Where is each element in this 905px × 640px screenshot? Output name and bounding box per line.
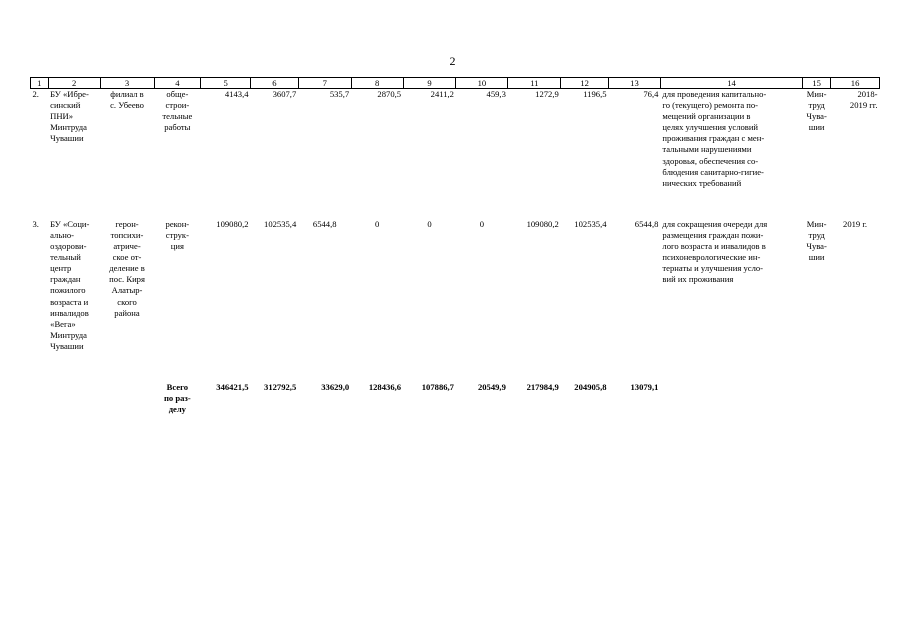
total-col-5: 346421,5 [216,381,249,392]
value-col-5: 109080,2 [216,218,249,229]
header-cell: 13 [609,78,661,89]
cell-line: вий их проживания [662,274,734,285]
total-label [154,382,201,415]
value-col-12: 102535,4 [574,218,607,229]
cell-line: инвалидов [50,307,89,318]
cell-line: нических требований [662,177,742,188]
cell-line: для сокращения очереди для [662,218,768,229]
purpose-text [660,219,802,352]
value-col-13: 76,4 [643,89,659,99]
cell-line: го (текущего) ремонта по- [662,100,759,111]
cell-line: пос. Киря [109,274,145,285]
cell-line: Чувашии [50,340,84,351]
total-col-6: 312792,5 [264,381,297,392]
value-col-12: 1196,5 [583,89,607,99]
total-col-13: 13079,1 [630,381,659,392]
cell-line: для проведения капитально- [662,89,767,99]
header-cell: 5 [201,78,251,89]
cell-line: атриче- [113,241,141,252]
spacer-row [31,189,880,219]
cell-line: тальными нарушениями [662,144,752,155]
total-row [31,382,880,415]
cell-line: «Вега» [50,318,76,329]
cell-line: рекон- [165,218,190,229]
investment-table [30,77,880,415]
total-col-10: 20549,9 [477,381,506,392]
cell-line: струк- [165,229,189,240]
header-cell: 6 [251,78,299,89]
cell-line: Алатыр- [111,285,143,296]
value-col-6: 3607,7 [272,89,297,99]
cell-line: центр [50,263,72,274]
value-col-9: 0 [427,218,432,229]
cell-line: строи- [165,100,190,111]
cell-line: Минтруда [50,329,87,340]
total-col-7: 33629,0 [321,381,350,392]
header-cell: 8 [351,78,403,89]
row-number: 3. [32,218,39,229]
cell-line: филиал в [110,89,144,99]
value-col-7: 535,7 [329,89,350,99]
table-row [31,89,880,189]
cell-line: ского [117,296,137,307]
cell-line: труд [808,100,825,111]
value-col-8: 0 [374,218,380,229]
cell-line: синский [50,100,81,111]
total-col-8: 128436,6 [368,381,402,392]
cell-line: мещений организации в [662,111,751,122]
value-col-7: 6544,8 [312,218,337,229]
location [100,89,154,189]
cell-line: Чува- [806,111,827,122]
value-col-9: 2411,2 [430,89,454,99]
spacer-row [31,352,880,382]
header-cell: 1 [31,78,49,89]
cell-line: ально- [50,229,74,240]
value-col-11: 109080,2 [526,218,559,229]
page-number: 2 [449,54,456,68]
location [100,219,154,352]
cell-line: Мин- [806,89,827,99]
cell-line: 2019 г. [843,218,868,229]
cell-line: по раз- [163,393,191,404]
cell-line: размещения граждан пожи- [662,229,764,240]
row-number: 2. [32,89,39,99]
total-col-11: 217984,9 [526,381,559,392]
header-cell: 12 [561,78,609,89]
cell-line: делу [168,404,186,415]
cell-line: обще- [166,89,189,99]
cell-line: ция [170,241,184,252]
header-cell: 16 [831,78,880,89]
cell-line: ское от- [112,252,142,263]
header-cell: 15 [803,78,831,89]
institution-name [48,219,100,352]
header-cell: 2 [48,78,100,89]
cell-line: труд [808,229,825,240]
cell-line: района [114,307,140,318]
cell-line: 2018- [857,89,878,99]
cell-line: лого возраста и инвалидов в [662,241,766,252]
cell-line: герон- [115,218,139,229]
value-col-10: 459,3 [486,89,506,99]
work-type [154,89,201,189]
value-col-5: 4143,4 [224,89,249,99]
header-cell: 14 [660,78,802,89]
cell-line: топсихи- [110,229,144,240]
cell-line: БУ «Соци- [50,218,90,229]
cell-line: тельные [162,111,193,122]
cell-line: блюдения санитарно-гигие- [662,166,764,177]
cell-line: проживания граждан с мен- [662,133,765,144]
cell-line: граждан [50,274,81,285]
cell-line: Всего [166,381,189,392]
cell-line: с. Убеево [110,100,144,111]
customer [803,219,831,352]
value-col-13: 6544,8 [634,218,659,229]
cell-line: шии [808,122,825,133]
cell-line: возраста и [50,296,89,307]
period [831,219,880,352]
cell-line: Минтруда [50,122,87,133]
cell-line: пожилого [50,285,86,296]
total-col-9: 107886,7 [421,381,454,392]
cell-line: БУ «Ибре- [50,89,89,99]
header-cell: 11 [508,78,561,89]
value-col-10: 0 [479,218,485,229]
value-col-6: 102535,4 [264,218,297,229]
cell-line: тернаты и улучшения усло- [662,263,764,274]
cell-line: работы [164,122,191,133]
cell-line: шии [808,252,825,263]
cell-line: оздорови- [50,241,87,252]
value-col-11: 1272,9 [535,89,559,99]
header-cell: 4 [154,78,201,89]
institution-name [48,89,100,189]
customer [803,89,831,189]
header-cell: 7 [298,78,351,89]
cell-line: тельный [50,252,81,263]
cell-line: деление в [109,263,145,274]
header-row [31,78,880,89]
cell-line: психоневрологические ин- [662,252,761,263]
table-row [31,219,880,352]
cell-line: ПНИ» [50,111,74,122]
cell-line: Чувашии [50,133,84,144]
header-cell: 3 [100,78,154,89]
cell-line: Чува- [806,241,827,252]
cell-line: здоровья, обеспечения со- [662,155,759,166]
cell-line: целях улучшения условий [662,122,759,133]
cell-line: 2019 гг. [849,100,878,111]
value-col-8: 2870,5 [377,89,402,99]
purpose-text [660,89,802,189]
work-type [154,219,201,352]
header-cell: 9 [403,78,456,89]
period [831,89,880,189]
total-col-12: 204905,8 [574,381,607,392]
cell-line: Мин- [806,218,827,229]
header-cell: 10 [456,78,508,89]
